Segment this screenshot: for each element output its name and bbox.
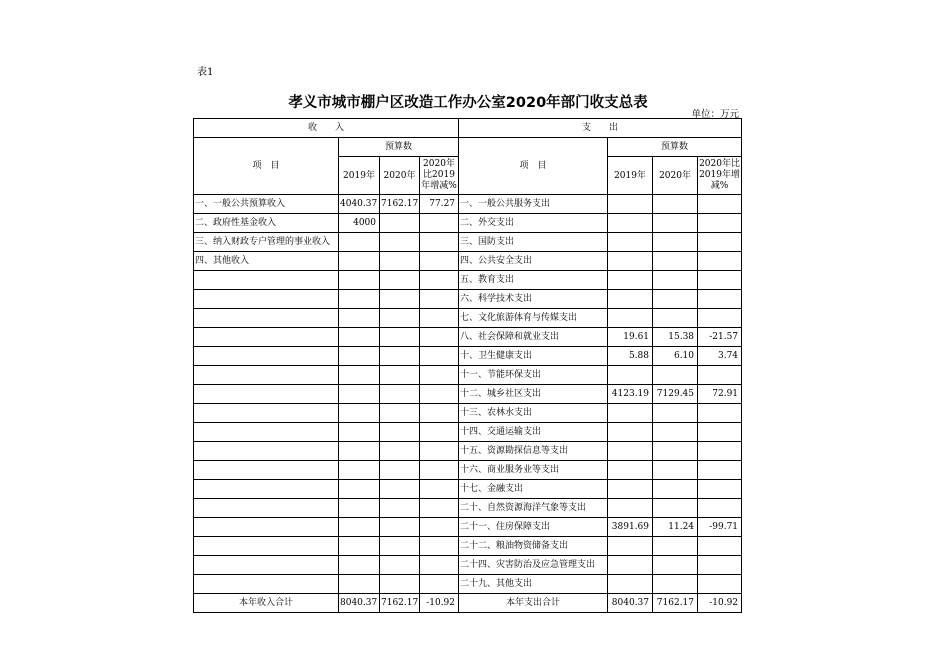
income-change-cell (420, 461, 459, 480)
income-budget-header: 预算数 (339, 138, 459, 157)
expense-2020-cell (653, 290, 698, 309)
income-item-cell: 四、其他收入 (194, 252, 339, 271)
expense-item-cell: 三、国防支出 (459, 233, 608, 252)
header-row-1 (194, 119, 742, 138)
expense-item-cell: 二十一、住房保障支出 (459, 518, 608, 537)
income-item-cell (194, 461, 339, 480)
income-2020-cell (380, 461, 420, 480)
income-header: 收 入 (194, 119, 459, 138)
income-item-cell: 一、一般公共预算收入 (194, 195, 339, 214)
table-row (194, 309, 742, 328)
expense-change-cell (698, 290, 742, 309)
expense-item-cell: 二、外交支出 (459, 214, 608, 233)
table-row (194, 461, 742, 480)
expense-2019-cell (608, 461, 653, 480)
expense-item-cell: 二十二、粮油物资储备支出 (459, 537, 608, 556)
table-row (194, 252, 742, 271)
income-2020-cell (380, 575, 420, 594)
income-item-cell (194, 537, 339, 556)
expense-change-header: 2020年比2019年增减% (698, 157, 742, 195)
expense-2020-cell (653, 309, 698, 328)
expense-item-cell: 一、一般公共服务支出 (459, 195, 608, 214)
expense-change-cell (698, 556, 742, 575)
income-2020-cell (380, 499, 420, 518)
income-item-cell (194, 309, 339, 328)
expense-total-change: -10.92 (698, 594, 742, 613)
expense-2019-cell (608, 423, 653, 442)
table-row (194, 480, 742, 499)
expense-change-cell (698, 499, 742, 518)
income-2019-cell (339, 518, 380, 537)
expense-change-cell (698, 537, 742, 556)
expense-2019-cell (608, 442, 653, 461)
table-row (194, 556, 742, 575)
income-change-cell (420, 442, 459, 461)
table-row (194, 499, 742, 518)
income-total-2019: 8040.37 (339, 594, 380, 613)
expense-item-cell: 十一、节能环保支出 (459, 366, 608, 385)
expense-2019-cell (608, 233, 653, 252)
table-row (194, 518, 742, 537)
income-item-cell (194, 480, 339, 499)
expense-2019-cell (608, 480, 653, 499)
expense-2019-cell (608, 537, 653, 556)
expense-2020-cell (653, 461, 698, 480)
income-change-cell (420, 271, 459, 290)
income-2019-cell (339, 537, 380, 556)
expense-2019-cell (608, 252, 653, 271)
expense-2019-cell: 4123.19 (608, 385, 653, 404)
income-item-cell (194, 442, 339, 461)
expense-2019-cell (608, 195, 653, 214)
income-change-header: 2020年比2019年增减% (420, 157, 459, 195)
income-2020-cell (380, 385, 420, 404)
expense-change-cell: 3.74 (698, 347, 742, 366)
expense-2020-cell (653, 233, 698, 252)
expense-2020-cell (653, 442, 698, 461)
income-change-cell (420, 214, 459, 233)
expense-item-cell: 二十、自然资源海洋气象等支出 (459, 499, 608, 518)
expense-change-cell: -99.71 (698, 518, 742, 537)
income-2019-cell (339, 461, 380, 480)
expense-item-cell: 四、公共安全支出 (459, 252, 608, 271)
income-2019-cell (339, 499, 380, 518)
income-item-header: 项 目 (194, 138, 339, 195)
expense-2019-cell: 19.61 (608, 328, 653, 347)
expense-item-cell: 五、教育支出 (459, 271, 608, 290)
expense-change-cell (698, 404, 742, 423)
expense-2020-cell: 15.38 (653, 328, 698, 347)
expense-item-cell: 七、文化旅游体育与传媒支出 (459, 309, 608, 328)
income-2019-cell (339, 366, 380, 385)
income-item-cell (194, 518, 339, 537)
income-2020-header: 2020年 (380, 157, 420, 195)
table-label: 表1 (197, 67, 214, 78)
income-2020-cell (380, 537, 420, 556)
expense-2019-cell (608, 271, 653, 290)
income-item-cell (194, 328, 339, 347)
income-2020-cell (380, 214, 420, 233)
expense-header: 支 出 (459, 119, 742, 138)
income-item-cell (194, 347, 339, 366)
income-item-cell (194, 499, 339, 518)
expense-change-cell: -21.57 (698, 328, 742, 347)
income-2020-cell (380, 347, 420, 366)
expense-2019-header: 2019年 (608, 157, 653, 195)
income-2020-cell (380, 309, 420, 328)
income-2019-cell (339, 347, 380, 366)
income-change-cell (420, 518, 459, 537)
income-2019-cell (339, 556, 380, 575)
expense-2020-cell (653, 195, 698, 214)
income-change-cell (420, 233, 459, 252)
expense-2020-cell (653, 271, 698, 290)
income-item-cell (194, 556, 339, 575)
expense-change-cell (698, 214, 742, 233)
income-2020-cell (380, 480, 420, 499)
table-row (194, 423, 742, 442)
income-2020-cell: 7162.17 (380, 195, 420, 214)
expense-change-cell (698, 233, 742, 252)
expense-item-cell: 十五、资源勘探信息等支出 (459, 442, 608, 461)
expense-change-cell (698, 309, 742, 328)
expense-change-cell (698, 252, 742, 271)
expense-2019-cell (608, 214, 653, 233)
expense-item-cell: 二十四、灾害防治及应急管理支出 (459, 556, 608, 575)
expense-item-header: 项 目 (459, 138, 608, 195)
expense-2019-cell (608, 575, 653, 594)
income-change-cell (420, 499, 459, 518)
expense-2020-cell: 11.24 (653, 518, 698, 537)
income-2019-cell (339, 442, 380, 461)
expense-change-cell (698, 423, 742, 442)
expense-2019-cell (608, 309, 653, 328)
expense-2020-header: 2020年 (653, 157, 698, 195)
table-row (194, 575, 742, 594)
expense-2020-cell (653, 537, 698, 556)
income-item-cell: 二、政府性基金收入 (194, 214, 339, 233)
income-change-cell (420, 480, 459, 499)
income-change-cell (420, 290, 459, 309)
page-title: 孝义市城市棚户区改造工作办公室2020年部门收支总表 (288, 95, 648, 111)
income-change-cell (420, 575, 459, 594)
income-item-cell (194, 385, 339, 404)
expense-item-cell: 十七、金融支出 (459, 480, 608, 499)
income-change-cell (420, 423, 459, 442)
expense-2020-cell (653, 556, 698, 575)
income-2019-cell (339, 404, 380, 423)
expense-change-cell (698, 195, 742, 214)
expense-total-2019: 8040.37 (608, 594, 653, 613)
expense-item-cell: 十四、交通运输支出 (459, 423, 608, 442)
expense-item-cell: 十二、城乡社区支出 (459, 385, 608, 404)
budget-table (193, 118, 742, 613)
income-item-cell (194, 290, 339, 309)
table-row (194, 233, 742, 252)
expense-change-cell (698, 461, 742, 480)
income-2019-cell (339, 328, 380, 347)
income-total-2020: 7162.17 (380, 594, 420, 613)
income-2020-cell (380, 233, 420, 252)
income-change-cell (420, 366, 459, 385)
income-item-cell (194, 271, 339, 290)
totals-row (194, 594, 742, 613)
income-2020-cell (380, 556, 420, 575)
income-change-cell (420, 537, 459, 556)
income-2019-cell (339, 423, 380, 442)
expense-2020-cell (653, 480, 698, 499)
income-2020-cell (380, 366, 420, 385)
income-change-cell (420, 309, 459, 328)
expense-item-cell: 二十九、其他支出 (459, 575, 608, 594)
income-item-cell (194, 404, 339, 423)
income-change-cell (420, 404, 459, 423)
unit-label: 单位：万元 (691, 109, 739, 120)
table-row (194, 195, 742, 214)
table-row (194, 442, 742, 461)
income-2020-cell (380, 442, 420, 461)
expense-change-cell (698, 366, 742, 385)
income-2020-cell (380, 328, 420, 347)
income-item-cell (194, 423, 339, 442)
expense-2019-cell: 5.88 (608, 347, 653, 366)
income-2019-cell (339, 252, 380, 271)
income-2020-cell (380, 518, 420, 537)
income-2020-cell (380, 271, 420, 290)
income-change-cell (420, 252, 459, 271)
expense-item-cell: 八、社会保障和就业支出 (459, 328, 608, 347)
table-row (194, 214, 742, 233)
income-2019-cell: 4040.37 (339, 195, 380, 214)
income-2019-cell (339, 271, 380, 290)
expense-2020-cell (653, 404, 698, 423)
expense-2019-cell: 3891.69 (608, 518, 653, 537)
income-total-change: -10.92 (420, 594, 459, 613)
table-row (194, 366, 742, 385)
income-item-cell (194, 575, 339, 594)
expense-2020-cell: 7129.45 (653, 385, 698, 404)
table-row (194, 328, 742, 347)
income-2020-cell (380, 423, 420, 442)
income-change-cell (420, 385, 459, 404)
expense-2019-cell (608, 556, 653, 575)
income-2020-cell (380, 404, 420, 423)
income-change-cell (420, 556, 459, 575)
income-2019-cell (339, 309, 380, 328)
expense-2020-cell (653, 575, 698, 594)
income-2019-header: 2019年 (339, 157, 380, 195)
expense-2019-cell (608, 366, 653, 385)
expense-2020-cell (653, 252, 698, 271)
expense-item-cell: 十、卫生健康支出 (459, 347, 608, 366)
expense-item-cell: 十三、农林水支出 (459, 404, 608, 423)
expense-total-label: 本年支出合计 (459, 594, 608, 613)
table-row (194, 537, 742, 556)
table-row (194, 347, 742, 366)
expense-2019-cell (608, 499, 653, 518)
income-2019-cell (339, 290, 380, 309)
expense-budget-header: 预算数 (608, 138, 742, 157)
expense-2020-cell (653, 423, 698, 442)
expense-2020-cell (653, 214, 698, 233)
expense-2020-cell (653, 366, 698, 385)
expense-item-cell: 六、科学技术支出 (459, 290, 608, 309)
expense-change-cell (698, 271, 742, 290)
expense-2020-cell: 6.10 (653, 347, 698, 366)
header-row-2 (194, 138, 742, 157)
income-change-cell: 77.27 (420, 195, 459, 214)
expense-2020-cell (653, 499, 698, 518)
income-2019-cell (339, 385, 380, 404)
expense-2019-cell (608, 404, 653, 423)
table-row (194, 385, 742, 404)
income-2020-cell (380, 290, 420, 309)
income-2019-cell (339, 233, 380, 252)
expense-change-cell: 72.91 (698, 385, 742, 404)
expense-change-cell (698, 480, 742, 499)
income-change-cell (420, 328, 459, 347)
table-row (194, 290, 742, 309)
income-item-cell (194, 366, 339, 385)
expense-total-2020: 7162.17 (653, 594, 698, 613)
income-2019-cell (339, 575, 380, 594)
income-change-cell (420, 347, 459, 366)
table-row (194, 271, 742, 290)
income-2020-cell (380, 252, 420, 271)
expense-change-cell (698, 575, 742, 594)
income-2019-cell: 4000 (339, 214, 380, 233)
expense-change-cell (698, 442, 742, 461)
expense-item-cell: 十六、商业服务业等支出 (459, 461, 608, 480)
expense-2019-cell (608, 290, 653, 309)
income-total-label: 本年收入合计 (194, 594, 339, 613)
table-row (194, 404, 742, 423)
income-item-cell: 三、纳入财政专户管理的事业收入 (194, 233, 339, 252)
income-2019-cell (339, 480, 380, 499)
